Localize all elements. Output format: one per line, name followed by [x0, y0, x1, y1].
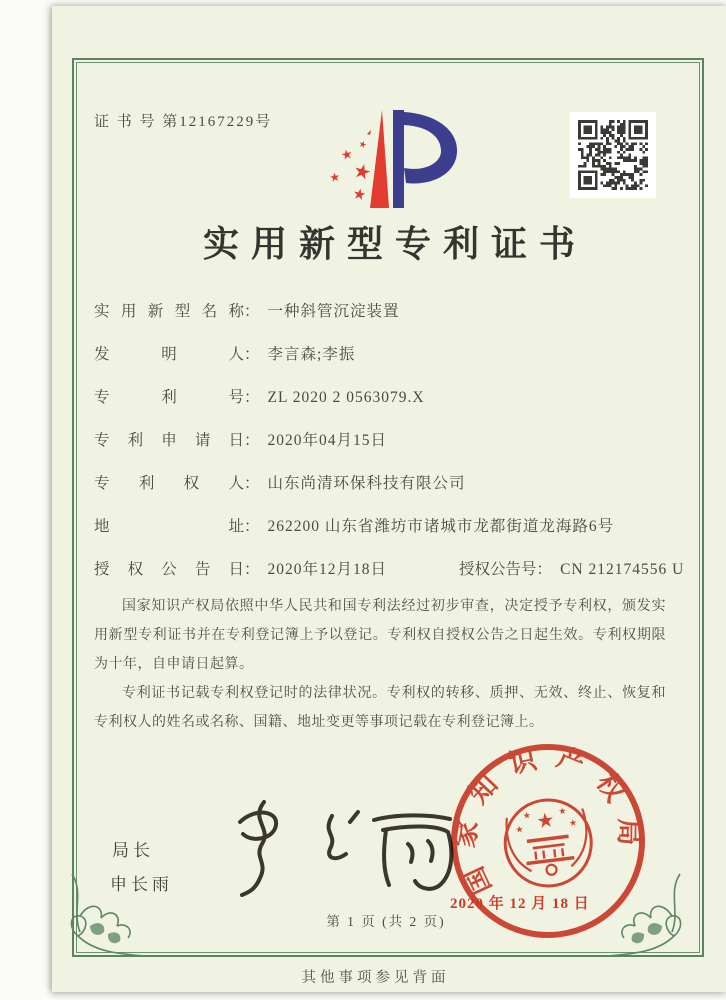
seal-agency-text: 国家知识产权局: [449, 740, 644, 900]
seal-date: 2020 年 12 月 18 日: [450, 896, 590, 912]
logo-p-bowl: [404, 112, 457, 183]
field-row-patentee: [94, 472, 674, 495]
commissioner-title: 局长: [112, 841, 154, 860]
field-row-address: [94, 515, 674, 538]
qr-code-pattern: [578, 120, 648, 190]
field-value: 山东尚清环保科技有限公司: [267, 475, 466, 492]
field-value: ZL 2020 2 0563079.X: [267, 389, 425, 406]
logo-star-icon: ★: [328, 169, 342, 185]
field-label: 授权公告日: [94, 561, 244, 578]
emblem-small-star-icon: ★: [557, 805, 568, 817]
certificate-number: 证 书 号 第12167229号: [94, 114, 273, 130]
field-label: 地址: [94, 518, 244, 535]
field-label: 实用新型名称: [94, 303, 244, 320]
corner-ornament-icon: [606, 868, 692, 960]
logo-star-icon: ★: [339, 145, 355, 163]
qr-code: [570, 112, 656, 198]
field-label: 专利号: [94, 389, 244, 406]
corner-ornament-icon: [60, 868, 146, 960]
field-colon: ：: [536, 561, 553, 578]
field-colon: ：: [244, 303, 260, 320]
field-row-inventor: [94, 343, 674, 366]
field-row-grant-date: [94, 558, 685, 581]
certificate-title: 实用新型专利证书: [202, 224, 587, 264]
logo-p-red-wedge: [370, 110, 389, 208]
field-label: 授权公告号: [459, 561, 537, 578]
page-number: 第 1 页 (共 2 页): [326, 914, 446, 929]
back-side-note: 其他事项参见背面: [301, 970, 450, 986]
field-value: 262200 山东省潍坊市诸城市龙都街道龙海路6号: [267, 518, 615, 535]
emblem-small-star-icon: ★: [522, 809, 532, 821]
field-colon: ：: [244, 432, 260, 449]
field-value: 2020年04月15日: [267, 432, 388, 449]
field-row-name: [94, 300, 674, 323]
field-colon: ：: [244, 518, 260, 535]
field-row-filing-date: [94, 429, 674, 452]
logo-spark: [367, 130, 371, 135]
field-value: 李言森;李振: [267, 346, 356, 363]
field-colon: ：: [244, 561, 260, 578]
legal-paragraph-1: 国家知识产权局依照中华人民共和国专利法经过初步审查，决定授予专利权，颁发实用新型专利证书并在专利登记簿上予以登记。专利权自授权公告之日起生效。专利权期限为十年，自申请日起算。: [94, 599, 666, 672]
logo-star-icon: ★: [351, 186, 368, 205]
certificate-page: [52, 6, 726, 992]
field-label: 专利权人: [94, 475, 244, 492]
field-colon: ：: [244, 346, 260, 363]
cnipa-logo-icon: [290, 104, 466, 220]
legal-text: [94, 592, 666, 737]
logo-star-icon: ★: [357, 138, 369, 151]
emblem-small-star-icon: ★: [514, 823, 524, 835]
logo-star-icon: ★: [350, 159, 374, 186]
legal-paragraph-2: 专利证书记载专利权登记时的法律状况。专利权的转移、质押、无效、终止、恢复和专利权人的姓名或名称、国籍、地址变更等事项记载在专利登记簿上。: [94, 686, 666, 730]
field-value: 2020年12月18日: [267, 561, 388, 578]
field-colon: ：: [244, 389, 260, 406]
field-value: CN 212174556 U: [560, 561, 685, 578]
handwritten-signature: [212, 792, 457, 897]
emblem-small-star-icon: ★: [568, 817, 578, 829]
emblem-big-star-icon: ★: [535, 809, 556, 834]
national-emblem-icon: [500, 795, 596, 891]
commissioner-name: 申长雨: [110, 875, 173, 894]
field-label: 发明人: [94, 346, 244, 363]
field-label: 专利申请日: [94, 432, 244, 449]
field-row-patent-number: [94, 386, 674, 409]
grant-number-pair: [459, 561, 684, 578]
field-list: [94, 300, 685, 601]
field-value: 一种斜管沉淀装置: [267, 303, 400, 320]
field-colon: ：: [244, 475, 260, 492]
logo-p-stem: [393, 110, 404, 208]
